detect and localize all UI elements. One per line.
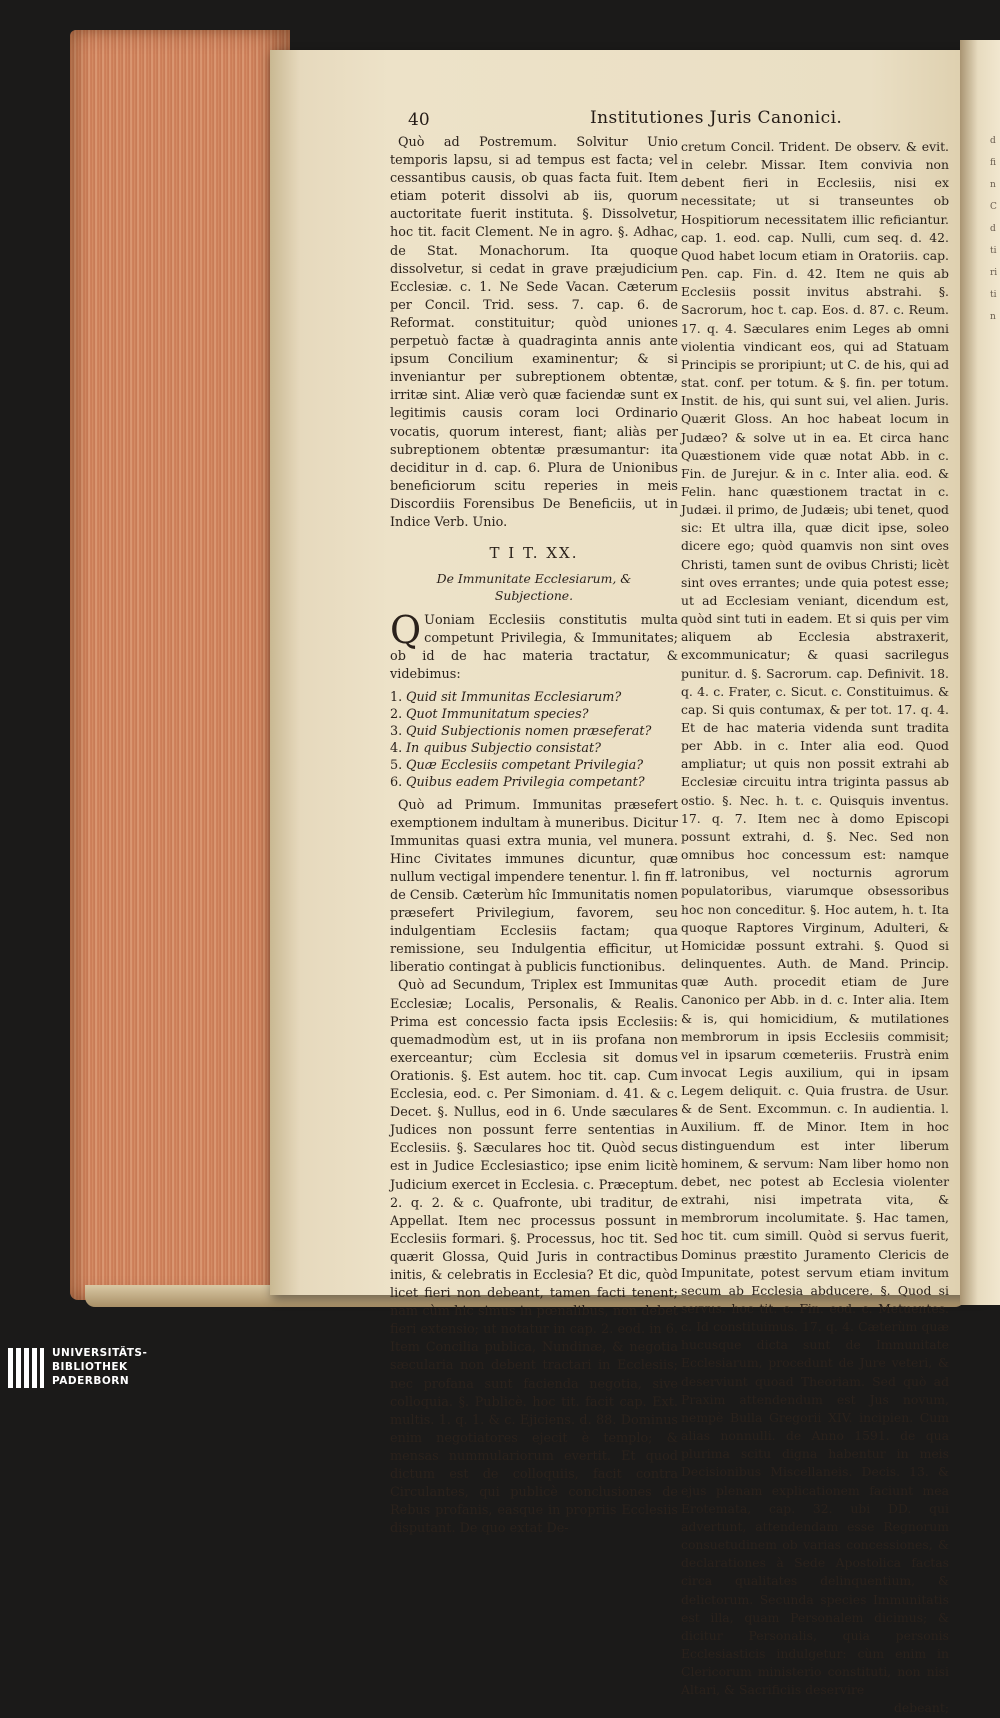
left-column xyxy=(390,134,678,1538)
intro-paragraph xyxy=(390,608,678,684)
question-list xyxy=(390,689,678,791)
book-fore-edge xyxy=(70,30,290,1300)
list-item: 6. Quibus eadem Privilegia competant? xyxy=(390,774,645,790)
page-number: 40 xyxy=(408,110,430,130)
paragraph-continued: cretum Concil. Trident. De observ. & evit. in celebr. Missar. Item convivia non debent fieri in Ecclesiis, nisi ex necessitate; ut si transeuntes ob Hospitiorum necessitatem illic reficiantur. cap. 1. eod. cap. Nulli, cum seq. d. 42. Quod habet locum etiam in Oratoriis. cap. Pen. cap. Fin. d. 42. Item ne quis ab Ecclesiis possit invitus abstrahi. §. Sacrorum, hoc t. cap. Eos. d. 87. c. Reum. 17. q. 4. Sæculares enim Leges ab omni violentia vindicant eos, qui ad Statuam Principis se proripiunt; ut C. de his, qui ad stat. conf. per totum. & §. fin. per totum. Instit. de his, qui sunt sui, vel alien. Juris. Quærit Gloss. An hoc habeat locum in Judæo? & solve ut in ea. Et circa hanc Quæstionem vide quæ notat Abb. in c. Fin. de Jurejur. & in c. Inter alia. eod. & Felin. hanc quæstionem tractat in c. Judæi. il primo, de Judæis; ubi tenet, quod sic: Et ultra illa, quæ dicit ipse, soleo dicere ego; quòd quamvis non sint oves Christi, tamen sunt de ovibus Christi; licèt sint oves errantes; unde quia potest esse; ut ad Ecclesiam veniant, dicendum est, quòd sint tuti in eadem. Et si quis per vim aliquem ab Ecclesia abstraxerit, excommunicatur; & quasi sacrilegus punitur. d. §. Sacrorum. cap. Definivit. 18. q. 4. c. Frater, c. Sicut. c. Constituimus. & cap. Si quis contumax, & per tot. 17. q. 4. Et de hac materia videnda sunt tradita per Abb. in c. Inter alia eod. Quod ampliatur; ut quis non possit extrahi ab Ecclesiæ circuitu intra triginta passus ab ostio. §. Nec. h. t. c. Quisquis inventus. 17. q. 7. Item nec à domo Episcopi possunt extrahi, d. §. Nec. Sed non omnibus hoc concessum est: namque latronibus, vel nocturnis agrorum populatoribus, viarumque obsessoribus hoc non conceditur. §. Hoc autem, h. t. Ita quoque Raptores Virginum, Adulteri, & Homicidæ possunt extrahi. §. Quod si delinquentes. Auth. de Mand. Princip. quæ Auth. procedit etiam de Jure Canonico per Abb. in d. c. Inter alia. Item & is, qui homicidium, & mutilationes membrorum in ipsis Ecclesiis commisit; vel in ipsarum cœmeteriis. Frustrà enim invocat Legis auxilium, qui in ipsam Legem deliquit. c. Quia frustra. de Usur. & de Sent. Excommun. c. In audientia. l. Auxilium. ff. de Minor. Item in hoc distinguendum est inter liberum hominem, & servum: Nam liber homo non debet, nec potest ab Ecclesia violenter extrahi, nisi impetrata vita, & membrorum incolumitate. §. Hac tamen, hoc tit. cum simill. Quòd si servus fuerit, Dominus præstito Juramento Clericis de Impunitate, potest servum etiam invitum secum ab Ecclesia abducere. §. Quod si servus. hoc tit. c. Fin. eod. c. Metuentes. c. Id constituimus. 17. q. 4. Cæterùm quæ hucusque dicta sunt de Immunitate Ecclesiarum, procedunt de Jure veteri, & deserviunt quoad Theoriam. Sed quò ad Praxim attendendum est Jus novum, nempè Bulla Gregorii XIV. incipien. Cum alias nonnulli. de Anno 1591. de qua plurima scitu digna habentur in meis Decisionibus Miscellaneis. Decis. 13. & ejus plenam explicationem faciunt mea Erotemata, cap. 32. ubi DD. qui advertunt, attendendam esse Regnorum consuetudinem ob varias concessiones, & declarationes à Sede Apostolica factas circa qualitates delinquentium, & delictorum. Secunda species Immunitatis est illa, quam Personalem dicimus; & dicitur Personalis, quia personis Ecclesiasticis indulgetur: cùm enim in Clericorum ministerio constituti, non nisi Altari, & Sacrificiis deservire xyxy=(681,139,949,1698)
list-item: 5. Quæ Ecclesiis competant Privilegia? xyxy=(390,757,644,773)
drop-capital: Q xyxy=(390,608,422,653)
paragraph-unio: Quò ad Postremum. Solvitur Unio temporis lapsu, si ad tempus est facta; vel cessantibus causis, ob quas facta fuit. Item etiam poterit dissolvi ab iis, quorum auctoritate fuerit instituta. §. Dissolvetur, hoc tit. facit Clement. Ne in agro. §. Adhac, de Stat. Monachorum. Ita quoque dissolvetur, si cedat in grave præjudicium Ecclesiæ. c. 1. Ne Sede Vacan. Cæterum per Concil. Trid. sess. 7. cap. 6. de Reformat. constituitur; quòd uniones perpetuò factæ à quadraginta annis ante ipsum Concilium examinentur; & si inveniantur per subreptionem obtentæ, irritæ sint. Aliæ verò quæ faciendæ sunt ex legitimis causis coram loci Ordinario vocatis, quorum interest, fiant; aliàs per subreptionem obtentæ præsumantur: ita deciditur in d. cap. 6. Plura de Unionibus beneficiorum scitu reperies in meis Discordiis Forensibus De Beneficiis, ut in Indice Verb. Unio. xyxy=(390,135,678,530)
library-name: UNIVERSITÄTS- BIBLIOTHEK PADERBORN xyxy=(52,1347,148,1387)
list-item: 4. In quibus Subjectio consistat? xyxy=(390,740,601,756)
list-item: 1. Quid sit Immunitas Ecclesiarum? xyxy=(390,689,622,705)
facing-page-fragments: d fi n C d ti ri ti n xyxy=(990,136,998,322)
running-head xyxy=(408,108,843,134)
intro-text: Uoniam Ecclesiis constitutis multa competunt Privilegia, & Immunitates; ob id de hac materia tractatur, & videbimus: xyxy=(390,613,678,683)
title-subheading: De Immunitate Ecclesiarum, & Subjectione. xyxy=(436,571,632,604)
title-heading: T I T. XX. xyxy=(489,544,579,563)
paragraph-secundum: Quò ad Secundum, Triplex est Immunitas Ecclesiæ; Localis, Personalis, & Realis. Prima est concessio facta ipsis Ecclesiis: quemadmodùm est, ut in iis profana non exerceantur; cùm Ecclesia sit domus Orationis. §. Est autem. hoc tit. cap. Cum Ecclesia, eod. c. Per Simoniam. d. 41. & c. Decet. §. Nullus, eod in 6. Unde sæculares Judices non possunt ferre sententias in Ecclesiis. §. Sæculares hoc tit. Quòd secus est in Judice Ecclesiastico; ipse enim licitè Judicium exercet in Ecclesia. c. Præceptum. 2. q. 2. & c. Quafronte, ubi traditur, de Appellat. Item nec processus possunt in Ecclesiis formari. §. Processus, hoc tit. Sed quærit Glossa, Quid Juris in contractibus initis, & celebratis in Ecclesia? Et dic, quòd licet fieri non debeant, tamen facti tenent; nam cùm hic simus in pœnalibus, non debet fieri extensio; ut notatur in cap. 2. eod. in 6. Item Concilia publica, Nundinæ, & negotia sæcularia non debent tractari in Ecclesiis; nec profana sunt facienda negotia, sive colloquia. §. Publicè. hoc tit. facit cap. Ext. multis. 1. q. 1. & c. Ejiciens. d. 88. Dominus enim negotiatores ejecit è templo; & mensas nummulariorum evertit. Et quod dictum est de colloquiis, facit contra Circulantes, qui publicè conclusiones de Rebus profanis, easque in propriis Ecclesiis disputant. De quo extat De- xyxy=(390,978,678,1537)
paragraph-primum: Quò ad Primum. Immunitas præsefert exemptionem indultam à muneribus. Dicitur Immunitas quasi extra munia, vel munera. Hinc Civitates immunes dicuntur, quæ nullum vectigal impendere tenentur. l. fin ff. de Censib. Cæterùm hîc Immunitatis nomen præsefert Privilegium, favorem, seu indulgentiam Ecclesiis factam; qua remissione, seu Indulgentia efficitur, ut liberatio contingat à publicis functionibus. xyxy=(390,797,678,976)
library-logo xyxy=(0,1342,190,1394)
list-item: 3. Quid Subjectionis nomen præseferat? xyxy=(390,723,652,739)
list-item: 2. Quot Immunitatum species? xyxy=(390,706,589,722)
running-title: Institutiones Juris Canonici. xyxy=(590,108,843,128)
library-emblem-icon xyxy=(6,1346,46,1390)
right-column xyxy=(681,138,949,1718)
catchword: debeant; xyxy=(893,1700,949,1716)
